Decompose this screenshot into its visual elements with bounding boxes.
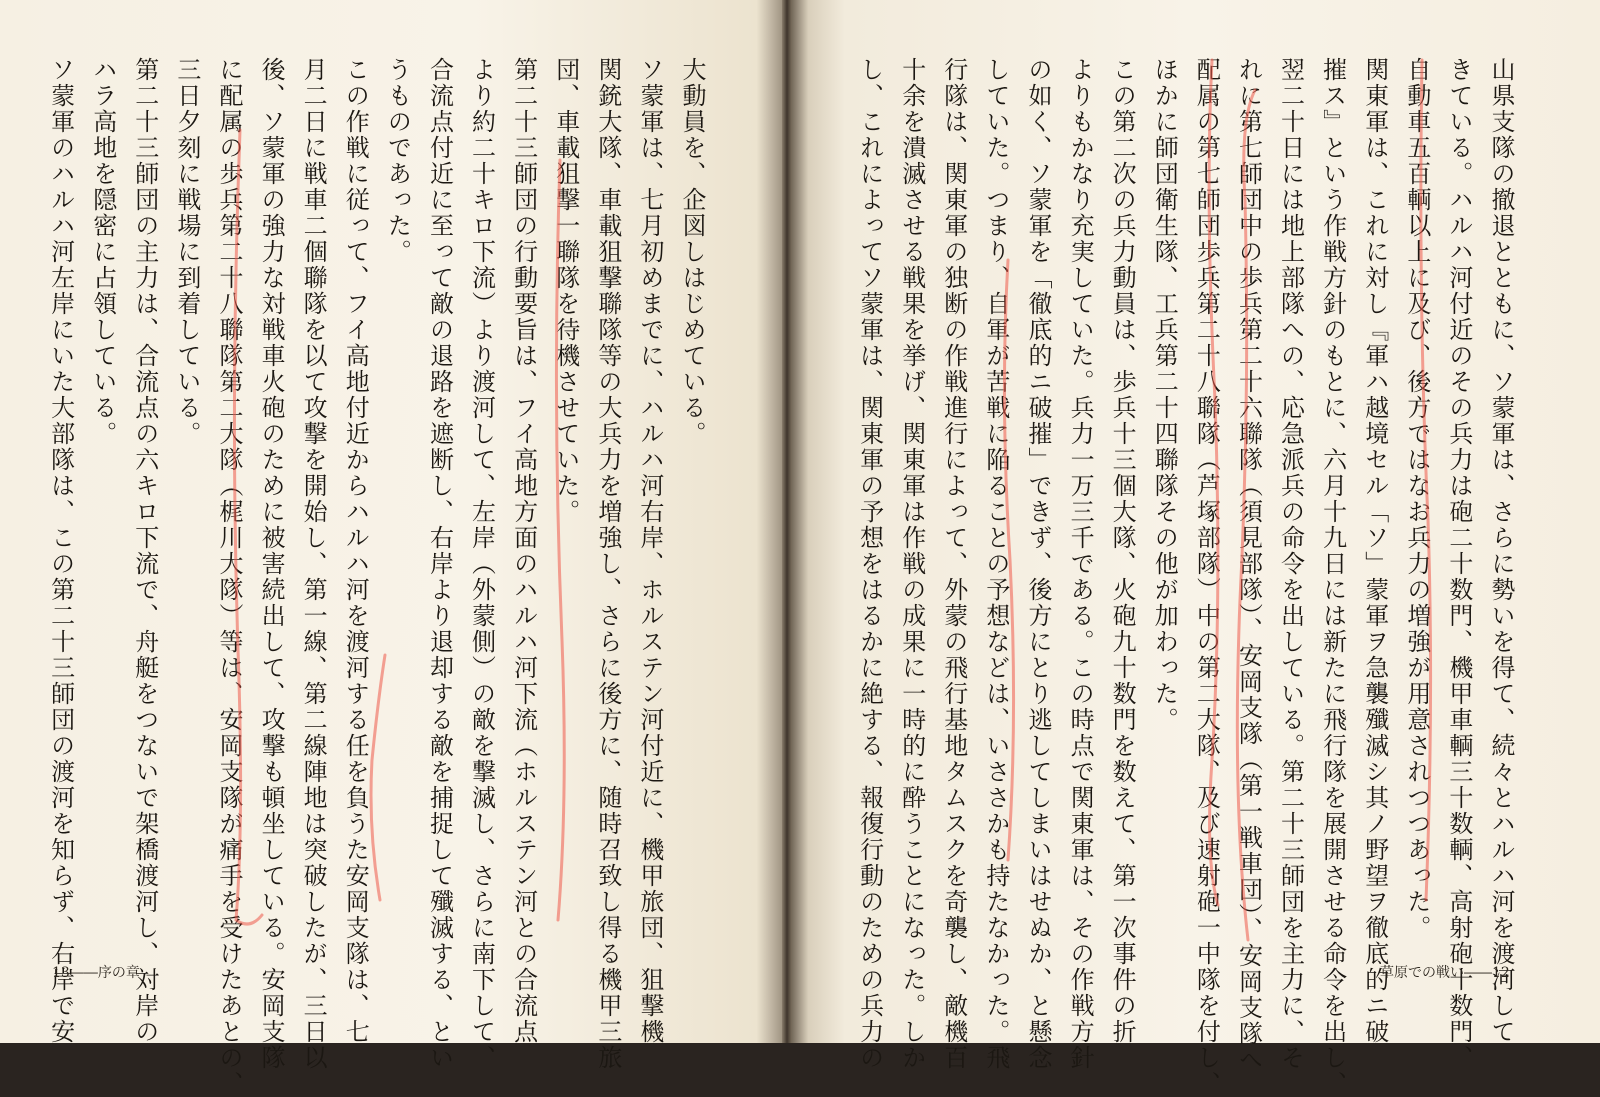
text-column: ソ蒙軍のハルハ河左岸にいた大部隊は、この第二十三師団の渡河を知らず、右岸で安 <box>46 57 75 1045</box>
text-column: 関銃大隊、車載狙撃聯隊等の大兵力を増強し、さらに後方に、随時召致し得る機甲三旅 <box>593 57 622 1071</box>
text-column: 合流点付近に至って敵の退路を遮断し、右岸より退却する敵を捕捉して殲滅する、とい <box>425 57 454 1071</box>
text-column: に配属の歩兵第二十八聯隊第二大隊（梶川大隊）等は、安岡支隊が痛手を受けたあとの、 <box>214 57 243 1097</box>
text-column: 摧ス』という作戦方針のもとに、六月十九日には新たに飛行隊を展開させる命令を出し、 <box>1318 57 1347 1097</box>
text-column: 第二十三師団の行動要旨は、フイ高地方面のハルハ河下流（ホルステン河との合流点 <box>509 57 538 1045</box>
text-column: 月二日に戦車二個聯隊を以て攻撃を開始し、第一線、第二線陣地は突破したが、三日以 <box>299 57 328 1071</box>
text-column: 山県支隊の撤退とともに、ソ蒙軍は、さらに勢いを得て、続々とハルハ河を渡河して <box>1487 57 1515 1045</box>
text-column: ほかに師団衛生隊、工兵第二十四聯隊その他が加わった。 <box>1150 57 1179 733</box>
text-column: 自動車五百輌以上に及び、後方ではなお兵力の増強が用意されつつあった。 <box>1402 57 1431 941</box>
text-column: ハラ高地を隠密に占領している。 <box>88 57 117 447</box>
text-column: 団、車載狙撃一聯隊を待機させていた。 <box>551 57 580 525</box>
text-column: 十余を潰滅させる戦果を挙げ、関東軍は作戦の成果に一時的に酔うことになった。しか <box>897 57 926 1071</box>
text-column: 大動員を、企図しはじめている。 <box>678 57 706 447</box>
text-column: 後、ソ蒙軍の強力な対戦車火砲のために被害続出して、攻撃も頓坐している。安岡支隊 <box>257 57 286 1071</box>
text-column: この作戦に従って、フイ高地付近からハルハ河を渡河する任を負うた安岡支隊は、七 <box>341 57 370 1045</box>
text-column: の如く、ソ蒙軍を「徹底的ニ破摧」できず、後方にとり逃してしまいはせぬか、と懸念 <box>1023 57 1052 1071</box>
text-column: れに第七師団中の歩兵第二十六聯隊（須見部隊）、安岡支隊（第一戦車団）、安岡支隊へ <box>1234 57 1263 1073</box>
text-column: きている。ハルハ河付近のその兵力は砲二十数門、機甲車輌三十数輌、高射砲十数門、 <box>1444 57 1473 1071</box>
book-gutter <box>782 0 792 1043</box>
text-column: よりもかなり充実していた。兵力一万三千である。この時点で関東軍は、その作戦方針 <box>1066 57 1095 1071</box>
right-page-folio: 草原での戦い――12 <box>1380 965 1510 981</box>
text-column: 三日夕刻に戦場に到着している。 <box>172 57 201 447</box>
text-column: 翌二十日には地上部隊への、応急派兵の命令を出している。第二十三師団を主力に、そ <box>1276 57 1305 1071</box>
text-column: この第二次の兵力動員は、歩兵十三個大隊、火砲九十数門を数えて、第一次事件の折 <box>1108 57 1137 1045</box>
text-column: うものであった。 <box>383 57 412 265</box>
text-column: していた。つまり、自軍が苦戦に陥ることの予想などは、いささかも持たなかった。飛 <box>981 57 1010 1071</box>
text-column: 行隊は、関東軍の独断の作戦進行によって、外蒙の飛行基地タムスクを奇襲し、敵機百 <box>939 57 968 1071</box>
text-column: より約二十キロ下流）より渡河して、左岸（外蒙側）の敵を撃滅し、さらに南下して、 <box>467 57 496 1071</box>
text-column: 関東軍は、これに対し『軍ハ越境セル「ソ」蒙軍ヲ急襲殲滅シ其ノ野望ヲ徹底的ニ破 <box>1360 57 1389 1045</box>
text-column: し、これによってソ蒙軍は、関東軍の予想をはるかに絶する、報復行動のための兵力の <box>855 57 884 1071</box>
text-column: ソ蒙軍は、七月初めまでに、ハルハ河右岸、ホルステン河付近に、機甲旅団、狙撃機 <box>635 57 664 1045</box>
left-page-folio: 13――序の章 <box>52 965 140 981</box>
text-column: 配属の第七師団歩兵第二十八聯隊（芦塚部隊）中の第二大隊、及び速射砲一中隊を付し、 <box>1192 57 1221 1097</box>
text-column: 第二十三師団の主力は、合流点の六キロ下流で、舟艇をつないで架橋渡河し、対岸の <box>130 57 159 1045</box>
